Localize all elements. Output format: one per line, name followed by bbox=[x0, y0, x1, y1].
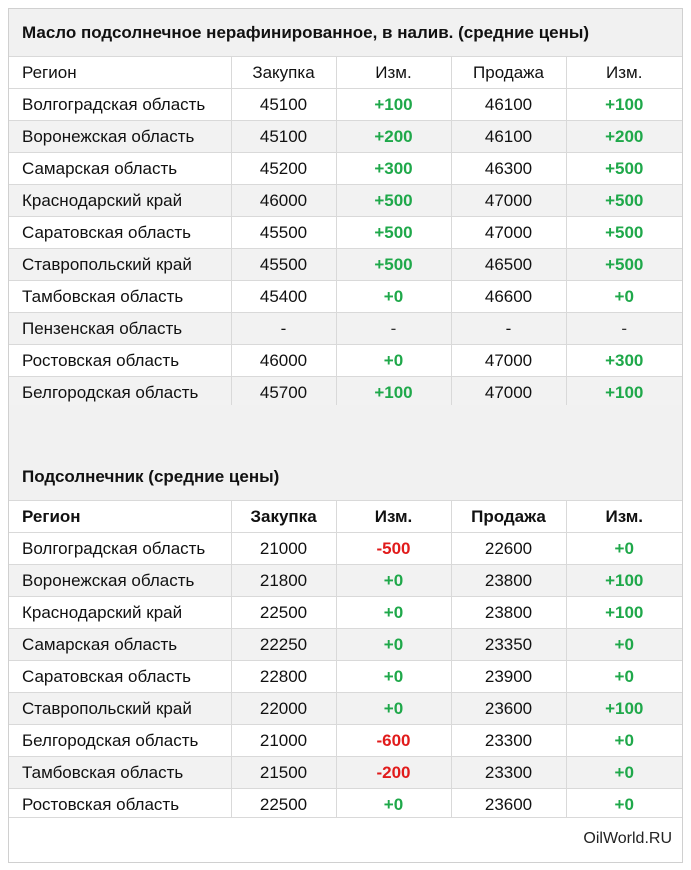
oil-header-purchase-change: Изм. bbox=[336, 57, 451, 89]
sunflower-header-purchase: Закупка bbox=[231, 501, 336, 533]
purchase-change-cell bbox=[336, 597, 451, 629]
table-row bbox=[9, 597, 682, 629]
footer bbox=[9, 817, 682, 862]
sale-change-value: +100 bbox=[605, 570, 644, 590]
table-row bbox=[9, 725, 682, 757]
sale-value: 23350 bbox=[484, 634, 533, 654]
purchase-cell bbox=[231, 313, 336, 345]
sale-value: 23800 bbox=[484, 570, 533, 590]
table-row bbox=[9, 789, 682, 821]
sale-cell bbox=[451, 377, 566, 409]
sale-change-value: - bbox=[621, 318, 628, 338]
sale-change-cell bbox=[566, 313, 682, 345]
sale-change-cell bbox=[566, 121, 682, 153]
sale-value: 47000 bbox=[484, 222, 533, 242]
region-cell bbox=[9, 249, 231, 281]
purchase-value: 22800 bbox=[259, 666, 308, 686]
sale-change-cell bbox=[566, 217, 682, 249]
purchase-value: 22500 bbox=[259, 794, 308, 814]
sale-cell bbox=[451, 629, 566, 661]
sale-change-cell bbox=[566, 789, 682, 821]
region-cell bbox=[9, 89, 231, 121]
purchase-change-cell bbox=[336, 377, 451, 409]
table-row bbox=[9, 153, 682, 185]
purchase-value: - bbox=[280, 318, 287, 338]
purchase-change-value: +200 bbox=[374, 126, 413, 146]
region-value: Волгоградская область bbox=[22, 94, 206, 114]
oil-header-purchase: Закупка bbox=[231, 57, 336, 89]
oil-price-table bbox=[9, 56, 682, 409]
purchase-value: 45700 bbox=[259, 382, 308, 402]
purchase-change-value: +100 bbox=[374, 382, 413, 402]
purchase-change-value: +0 bbox=[383, 286, 404, 306]
sale-change-value: +500 bbox=[605, 222, 644, 242]
region-value: Ставропольский край bbox=[22, 254, 192, 274]
purchase-change-value: -500 bbox=[376, 538, 411, 558]
purchase-change-cell bbox=[336, 725, 451, 757]
table-row bbox=[9, 281, 682, 313]
region-value: Тамбовская область bbox=[22, 286, 184, 306]
sale-value: 23300 bbox=[484, 730, 533, 750]
purchase-change-cell bbox=[336, 153, 451, 185]
sale-change-cell bbox=[566, 725, 682, 757]
purchase-change-value: +500 bbox=[374, 190, 413, 210]
table-row bbox=[9, 565, 682, 597]
purchase-value: 22250 bbox=[259, 634, 308, 654]
region-cell bbox=[9, 281, 231, 313]
region-value: Ставропольский край bbox=[22, 698, 192, 718]
purchase-cell bbox=[231, 565, 336, 597]
region-cell bbox=[9, 185, 231, 217]
sale-change-cell bbox=[566, 597, 682, 629]
purchase-cell bbox=[231, 89, 336, 121]
purchase-value: 45200 bbox=[259, 158, 308, 178]
sale-cell bbox=[451, 693, 566, 725]
sale-value: 46500 bbox=[484, 254, 533, 274]
purchase-change-cell bbox=[336, 249, 451, 281]
sale-cell bbox=[451, 661, 566, 693]
purchase-change-cell bbox=[336, 217, 451, 249]
region-cell bbox=[9, 693, 231, 725]
purchase-value: 21000 bbox=[259, 730, 308, 750]
purchase-cell bbox=[231, 153, 336, 185]
sale-change-value: +500 bbox=[605, 254, 644, 274]
sale-cell bbox=[451, 281, 566, 313]
purchase-change-value: -600 bbox=[376, 730, 411, 750]
purchase-value: 21000 bbox=[259, 538, 308, 558]
sale-change-cell bbox=[566, 757, 682, 789]
sale-change-cell bbox=[566, 693, 682, 725]
purchase-change-value: +0 bbox=[383, 634, 404, 654]
sale-change-value: +0 bbox=[614, 286, 634, 306]
sale-value: 23800 bbox=[484, 602, 533, 622]
purchase-cell bbox=[231, 281, 336, 313]
purchase-change-cell bbox=[336, 345, 451, 377]
region-value: Волгоградская область bbox=[22, 538, 206, 558]
sale-value: - bbox=[505, 318, 512, 338]
sale-value: 46100 bbox=[484, 126, 533, 146]
sale-cell bbox=[451, 249, 566, 281]
region-cell bbox=[9, 217, 231, 249]
sale-change-value: +500 bbox=[605, 190, 644, 210]
purchase-cell bbox=[231, 597, 336, 629]
table-row bbox=[9, 693, 682, 725]
purchase-value: 21800 bbox=[259, 570, 308, 590]
purchase-change-cell bbox=[336, 565, 451, 597]
purchase-cell bbox=[231, 661, 336, 693]
region-value: Саратовская область bbox=[22, 666, 191, 686]
sale-cell bbox=[451, 565, 566, 597]
sale-change-cell bbox=[566, 565, 682, 597]
region-cell bbox=[9, 725, 231, 757]
sale-change-value: +0 bbox=[614, 634, 634, 654]
sunflower-header-purchase-change: Изм. bbox=[336, 501, 451, 533]
sale-cell bbox=[451, 757, 566, 789]
table-row bbox=[9, 217, 682, 249]
purchase-value: 45100 bbox=[259, 126, 308, 146]
purchase-value: 22500 bbox=[259, 602, 308, 622]
sale-value: 47000 bbox=[484, 350, 533, 370]
purchase-change-cell bbox=[336, 281, 451, 313]
sale-change-value: +100 bbox=[605, 382, 644, 402]
sale-change-cell bbox=[566, 345, 682, 377]
table-row bbox=[9, 185, 682, 217]
table-row bbox=[9, 249, 682, 281]
purchase-value: 22000 bbox=[259, 698, 308, 718]
sunflower-table-body bbox=[9, 533, 682, 821]
oil-title-text: Масло подсолнечное нерафинированное, в налив. (средние цены) bbox=[22, 22, 590, 42]
purchase-cell bbox=[231, 121, 336, 153]
region-value: Воронежская область bbox=[22, 126, 195, 146]
purchase-change-cell bbox=[336, 757, 451, 789]
sale-change-cell bbox=[566, 377, 682, 409]
table-row bbox=[9, 121, 682, 153]
purchase-change-value: +0 bbox=[383, 794, 404, 814]
oil-table-body bbox=[9, 89, 682, 409]
sale-cell bbox=[451, 789, 566, 821]
sunflower-header-region: Регион bbox=[9, 501, 231, 533]
purchase-change-cell bbox=[336, 693, 451, 725]
purchase-cell bbox=[231, 249, 336, 281]
sunflower-price-table bbox=[9, 500, 682, 821]
sale-value: 23900 bbox=[484, 666, 533, 686]
price-report-frame bbox=[8, 8, 683, 863]
sale-cell bbox=[451, 121, 566, 153]
purchase-cell bbox=[231, 377, 336, 409]
purchase-value: 21500 bbox=[259, 762, 308, 782]
region-value: Саратовская область bbox=[22, 222, 191, 242]
sale-cell bbox=[451, 597, 566, 629]
sale-change-value: +0 bbox=[614, 794, 634, 814]
purchase-cell bbox=[231, 629, 336, 661]
oil-header-sale-change: Изм. bbox=[566, 57, 682, 89]
region-cell bbox=[9, 345, 231, 377]
table-row bbox=[9, 757, 682, 789]
sunflower-section-title bbox=[9, 453, 682, 500]
region-cell bbox=[9, 377, 231, 409]
purchase-value: 45400 bbox=[259, 286, 308, 306]
sale-change-cell bbox=[566, 629, 682, 661]
table-row bbox=[9, 629, 682, 661]
purchase-cell bbox=[231, 725, 336, 757]
purchase-change-cell bbox=[336, 789, 451, 821]
brand-label: OilWorld.RU bbox=[583, 830, 672, 847]
sale-value: 46600 bbox=[484, 286, 533, 306]
purchase-cell bbox=[231, 345, 336, 377]
region-cell bbox=[9, 789, 231, 821]
purchase-change-cell bbox=[336, 185, 451, 217]
purchase-change-value: +0 bbox=[383, 666, 404, 686]
purchase-change-value: +0 bbox=[383, 698, 404, 718]
purchase-change-cell bbox=[336, 121, 451, 153]
region-value: Ростовская область bbox=[22, 350, 180, 370]
purchase-change-value: +0 bbox=[383, 350, 404, 370]
purchase-value: 45500 bbox=[259, 254, 308, 274]
table-row bbox=[9, 661, 682, 693]
region-cell bbox=[9, 121, 231, 153]
sale-cell bbox=[451, 725, 566, 757]
sale-value: 46100 bbox=[484, 94, 533, 114]
sale-value: 47000 bbox=[484, 190, 533, 210]
oil-header-row bbox=[9, 57, 682, 89]
purchase-change-value: +500 bbox=[374, 254, 413, 274]
sale-value: 46300 bbox=[484, 158, 533, 178]
sale-change-value: +0 bbox=[614, 730, 634, 750]
sale-change-value: +100 bbox=[605, 94, 644, 114]
purchase-change-cell bbox=[336, 89, 451, 121]
sale-change-cell bbox=[566, 249, 682, 281]
region-value: Краснодарский край bbox=[22, 602, 183, 622]
purchase-change-cell bbox=[336, 313, 451, 345]
purchase-value: 46000 bbox=[259, 350, 308, 370]
sale-cell bbox=[451, 89, 566, 121]
sunflower-header-row bbox=[9, 501, 682, 533]
region-value: Самарская область bbox=[22, 158, 178, 178]
purchase-change-value: - bbox=[390, 318, 397, 338]
sale-change-cell bbox=[566, 533, 682, 565]
region-cell bbox=[9, 533, 231, 565]
sale-change-cell bbox=[566, 281, 682, 313]
region-cell bbox=[9, 757, 231, 789]
region-value: Белгородская область bbox=[22, 382, 199, 402]
sale-change-value: +0 bbox=[614, 762, 634, 782]
region-cell bbox=[9, 313, 231, 345]
purchase-cell bbox=[231, 693, 336, 725]
region-value: Краснодарский край bbox=[22, 190, 183, 210]
oil-header-region: Регион bbox=[9, 57, 231, 89]
region-value: Самарская область bbox=[22, 634, 178, 654]
purchase-change-value: -200 bbox=[376, 762, 411, 782]
sunflower-header-sale: Продажа bbox=[451, 501, 566, 533]
purchase-change-value: +0 bbox=[383, 570, 404, 590]
table-row bbox=[9, 89, 682, 121]
purchase-value: 45500 bbox=[259, 222, 308, 242]
purchase-change-value: +300 bbox=[374, 158, 413, 178]
sunflower-header-sale-change: Изм. bbox=[566, 501, 682, 533]
sale-change-value: +100 bbox=[605, 698, 644, 718]
sale-change-cell bbox=[566, 661, 682, 693]
region-cell bbox=[9, 629, 231, 661]
purchase-change-value: +100 bbox=[374, 94, 413, 114]
purchase-value: 45100 bbox=[259, 94, 308, 114]
region-cell bbox=[9, 661, 231, 693]
sale-cell bbox=[451, 153, 566, 185]
sale-cell bbox=[451, 313, 566, 345]
sale-cell bbox=[451, 533, 566, 565]
sale-change-value: +500 bbox=[605, 158, 644, 178]
oil-section-title bbox=[9, 9, 682, 56]
sale-value: 23600 bbox=[484, 698, 533, 718]
sale-change-value: +100 bbox=[605, 602, 644, 622]
purchase-cell bbox=[231, 185, 336, 217]
sale-cell bbox=[451, 345, 566, 377]
region-value: Пензенская область bbox=[22, 318, 183, 338]
sale-value: 23300 bbox=[484, 762, 533, 782]
region-cell bbox=[9, 153, 231, 185]
section-spacer bbox=[9, 405, 682, 453]
table-row bbox=[9, 345, 682, 377]
region-value: Воронежская область bbox=[22, 570, 195, 590]
region-value: Тамбовская область bbox=[22, 762, 184, 782]
sale-cell bbox=[451, 217, 566, 249]
sale-cell bbox=[451, 185, 566, 217]
region-value: Ростовская область bbox=[22, 794, 180, 814]
table-row bbox=[9, 377, 682, 409]
purchase-value: 46000 bbox=[259, 190, 308, 210]
purchase-change-value: +0 bbox=[383, 602, 404, 622]
sale-value: 22600 bbox=[484, 538, 533, 558]
region-cell bbox=[9, 597, 231, 629]
table-row bbox=[9, 313, 682, 345]
sale-change-value: +0 bbox=[614, 666, 634, 686]
purchase-change-cell bbox=[336, 661, 451, 693]
purchase-cell bbox=[231, 533, 336, 565]
purchase-change-value: +500 bbox=[374, 222, 413, 242]
sale-change-value: +200 bbox=[605, 126, 644, 146]
table-row bbox=[9, 533, 682, 565]
purchase-cell bbox=[231, 757, 336, 789]
purchase-cell bbox=[231, 789, 336, 821]
region-value: Белгородская область bbox=[22, 730, 199, 750]
sale-change-value: +300 bbox=[605, 350, 644, 370]
purchase-change-cell bbox=[336, 533, 451, 565]
sale-change-cell bbox=[566, 185, 682, 217]
sale-change-cell bbox=[566, 153, 682, 185]
oil-header-sale: Продажа bbox=[451, 57, 566, 89]
sale-value: 23600 bbox=[484, 794, 533, 814]
sale-change-cell bbox=[566, 89, 682, 121]
sale-value: 47000 bbox=[484, 382, 533, 402]
purchase-change-cell bbox=[336, 629, 451, 661]
sunflower-title-text: Подсолнечник (средние цены) bbox=[22, 466, 280, 486]
region-cell bbox=[9, 565, 231, 597]
purchase-cell bbox=[231, 217, 336, 249]
sale-change-value: +0 bbox=[614, 538, 634, 558]
